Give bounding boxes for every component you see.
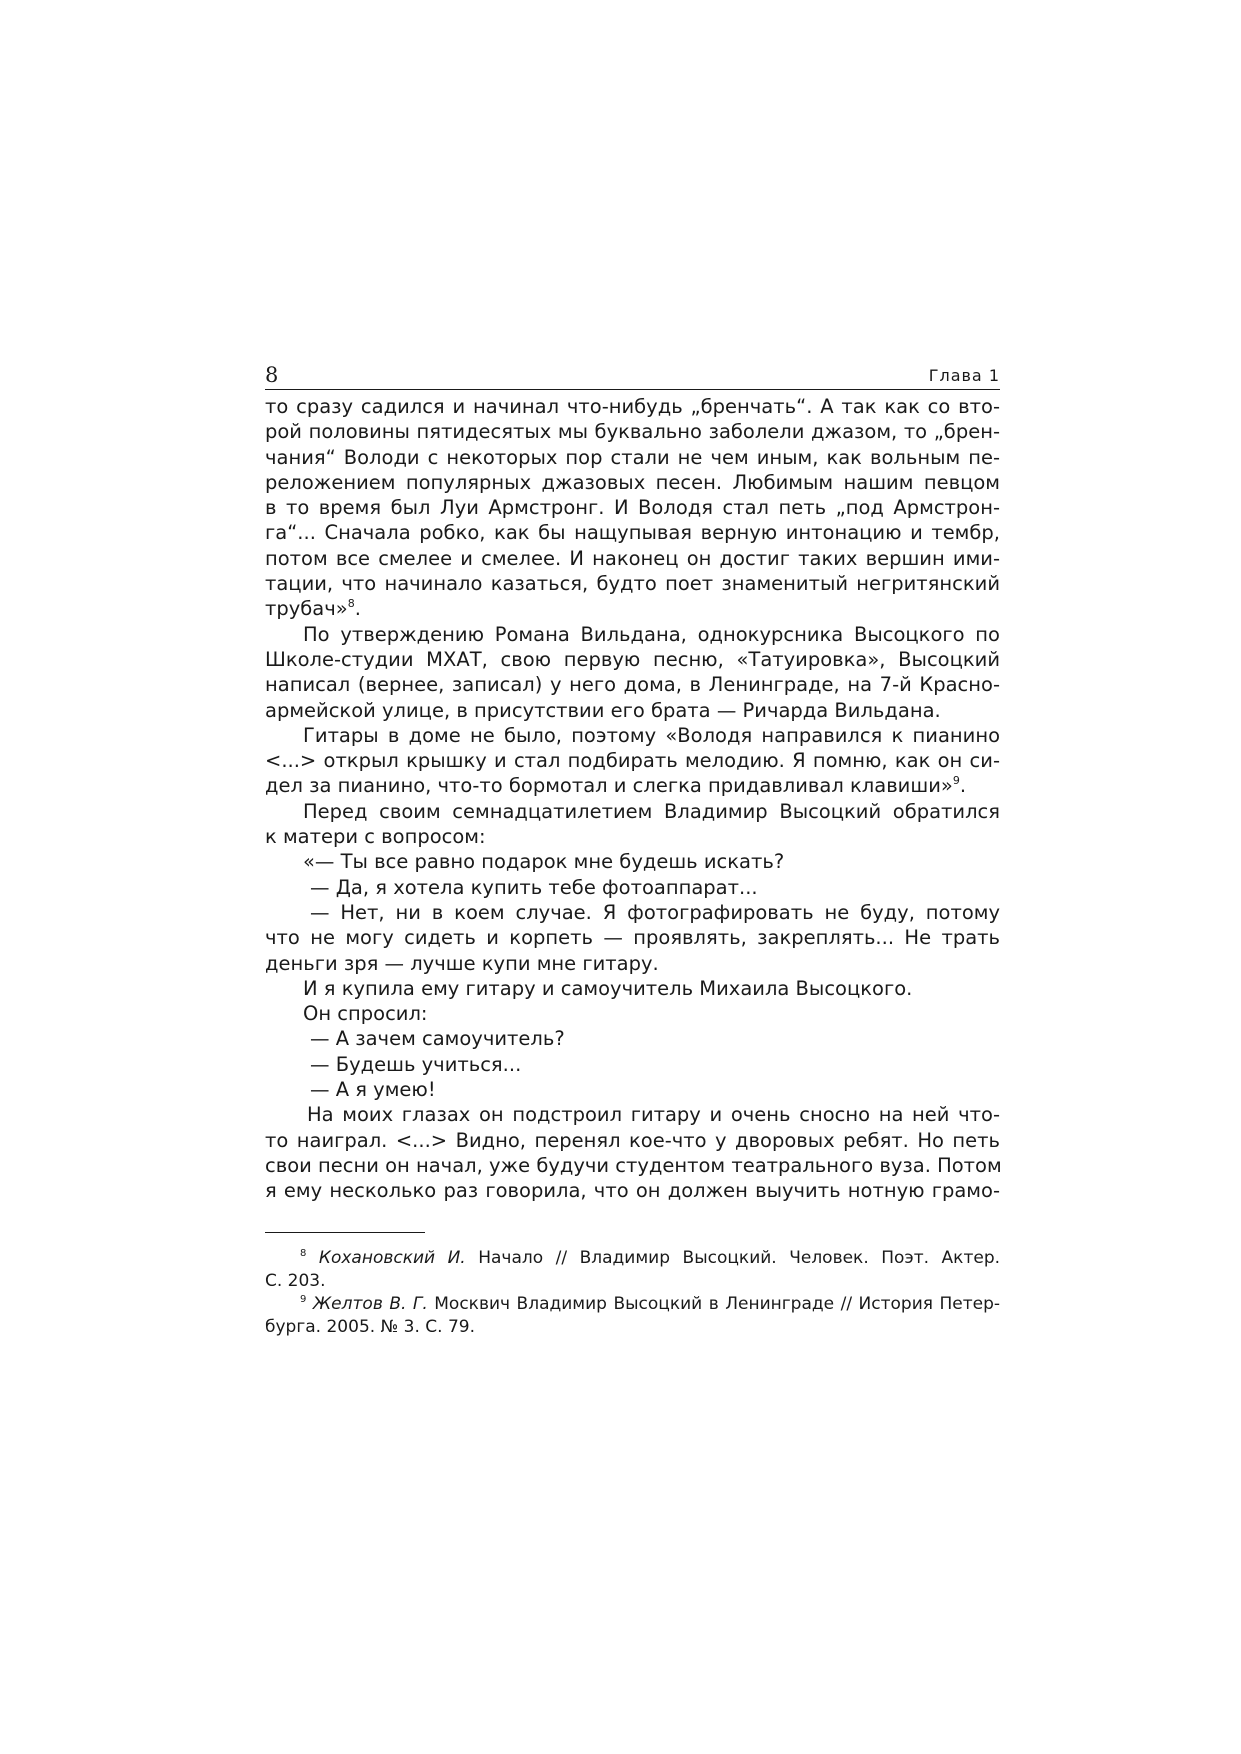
text-line: к матери с вопросом: xyxy=(265,825,486,849)
text-line: Школе-студии МХАТ, свою первую песню, «Татуировка», Высоцкий xyxy=(265,647,1000,671)
footnote-9-cont: бурга. 2005. № 3. С. 79. xyxy=(265,1316,475,1337)
text-line: — Да, я хотела купить тебе фотоаппарат... xyxy=(310,875,758,899)
footnote-ref: 9 xyxy=(952,774,960,788)
text-line: га“... Сначала робко, как бы нащупывая верную интонацию и тембр, xyxy=(265,521,1000,545)
text-line: И я купила ему гитару и самоучитель Михаила Высоцкого. xyxy=(303,976,913,1000)
text-line: в то время был Луи Армстронг. И Володя стал петь „под Армстрон- xyxy=(265,496,1000,520)
text-line: деньги зря — лучше купи мне гитару. xyxy=(265,951,659,975)
text-line: По утверждению Романа Вильдана, однокурсника Высоцкого по xyxy=(303,622,1000,646)
book-page xyxy=(265,360,1000,1339)
text-line: Перед своим семнадцатилетием Владимир Высоцкий обратился xyxy=(303,799,1000,823)
text-line: то сразу садился и начинал что-нибудь „бренчать“. А так как со вто- xyxy=(265,395,1000,418)
page-number: 8 xyxy=(265,363,279,387)
text-line: «— Ты все равно подарок мне будешь искать? xyxy=(303,850,785,874)
text-line: реложением популярных джазовых песен. Любимым нашим певцом xyxy=(265,470,1000,494)
footnote-8-cont: С. 203. xyxy=(265,1270,326,1291)
text-line: рой половины пятидесятых мы буквально заболели джазом, то „брен- xyxy=(265,420,1000,444)
chapter-title: Глава 1 xyxy=(928,366,1000,385)
text-line: то наиграл. <...> Видно, перенял кое-что у дворовых ребят. Но петь xyxy=(265,1128,1000,1152)
text-line: тации, что начинало казаться, будто поет знаменитый негритянский xyxy=(265,572,1000,596)
main-text xyxy=(265,394,1000,1204)
text-line: свои песни он начал, уже будучи студентом театрального вуза. Потом xyxy=(265,1153,1002,1177)
text-line: трубач»$^8$. xyxy=(265,597,361,621)
footnote-8: $^8$ Кохановский И. Начало // Владимир Высоцкий. Человек. Поэт. Актер. xyxy=(300,1247,1001,1268)
text-line: дел за пианино, что-то бормотал и слегка придавливал клавиши»$^9$. xyxy=(265,774,967,798)
text-line: <...> открыл крышку и стал подбирать мелодию. Я помню, как он си- xyxy=(265,749,1000,773)
text-line: — А я умею! xyxy=(310,1078,436,1102)
footnote-ref: 8 xyxy=(347,597,355,611)
text-line: — Нет, ни в коем случае. Я фотографировать не буду, потому xyxy=(310,900,1000,924)
text-line: чания“ Володи с некоторых пор стали не чем иным, как вольным пе- xyxy=(265,445,1000,469)
text-line: Гитары в доме не было, поэтому «Володя направился к пианино xyxy=(303,723,1000,747)
footnote-separator xyxy=(265,1232,425,1233)
text-line: армейской улице, в присутствии его брата — Ричарда Вильдана. xyxy=(265,698,941,722)
text-line: На моих глазах он подстроил гитару и очень сносно на ней что- xyxy=(307,1103,1000,1127)
text-line: — Будешь учиться... xyxy=(310,1052,522,1076)
footnotes xyxy=(265,1247,1000,1339)
running-header xyxy=(265,360,1000,390)
text-line: я ему несколько раз говорила, что он должен выучить нотную грамо- xyxy=(265,1179,1000,1203)
text-line: — А зачем самоучитель? xyxy=(310,1027,565,1051)
text-line: что не могу сидеть и корпеть — проявлять, закреплять... Не трать xyxy=(265,926,1000,950)
text-line: потом все смелее и смелее. И наконец он достиг таких вершин ими- xyxy=(265,546,1000,570)
footnote-9: $^9$ Желтов В. Г. Москвич Владимир Высоцкий в Ленинграде // История Петер- xyxy=(300,1293,1000,1314)
text-line: написал (вернее, записал) у него дома, в Ленинграде, на 7-й Красно- xyxy=(265,673,1000,697)
text-line: Он спросил: xyxy=(303,1002,428,1026)
